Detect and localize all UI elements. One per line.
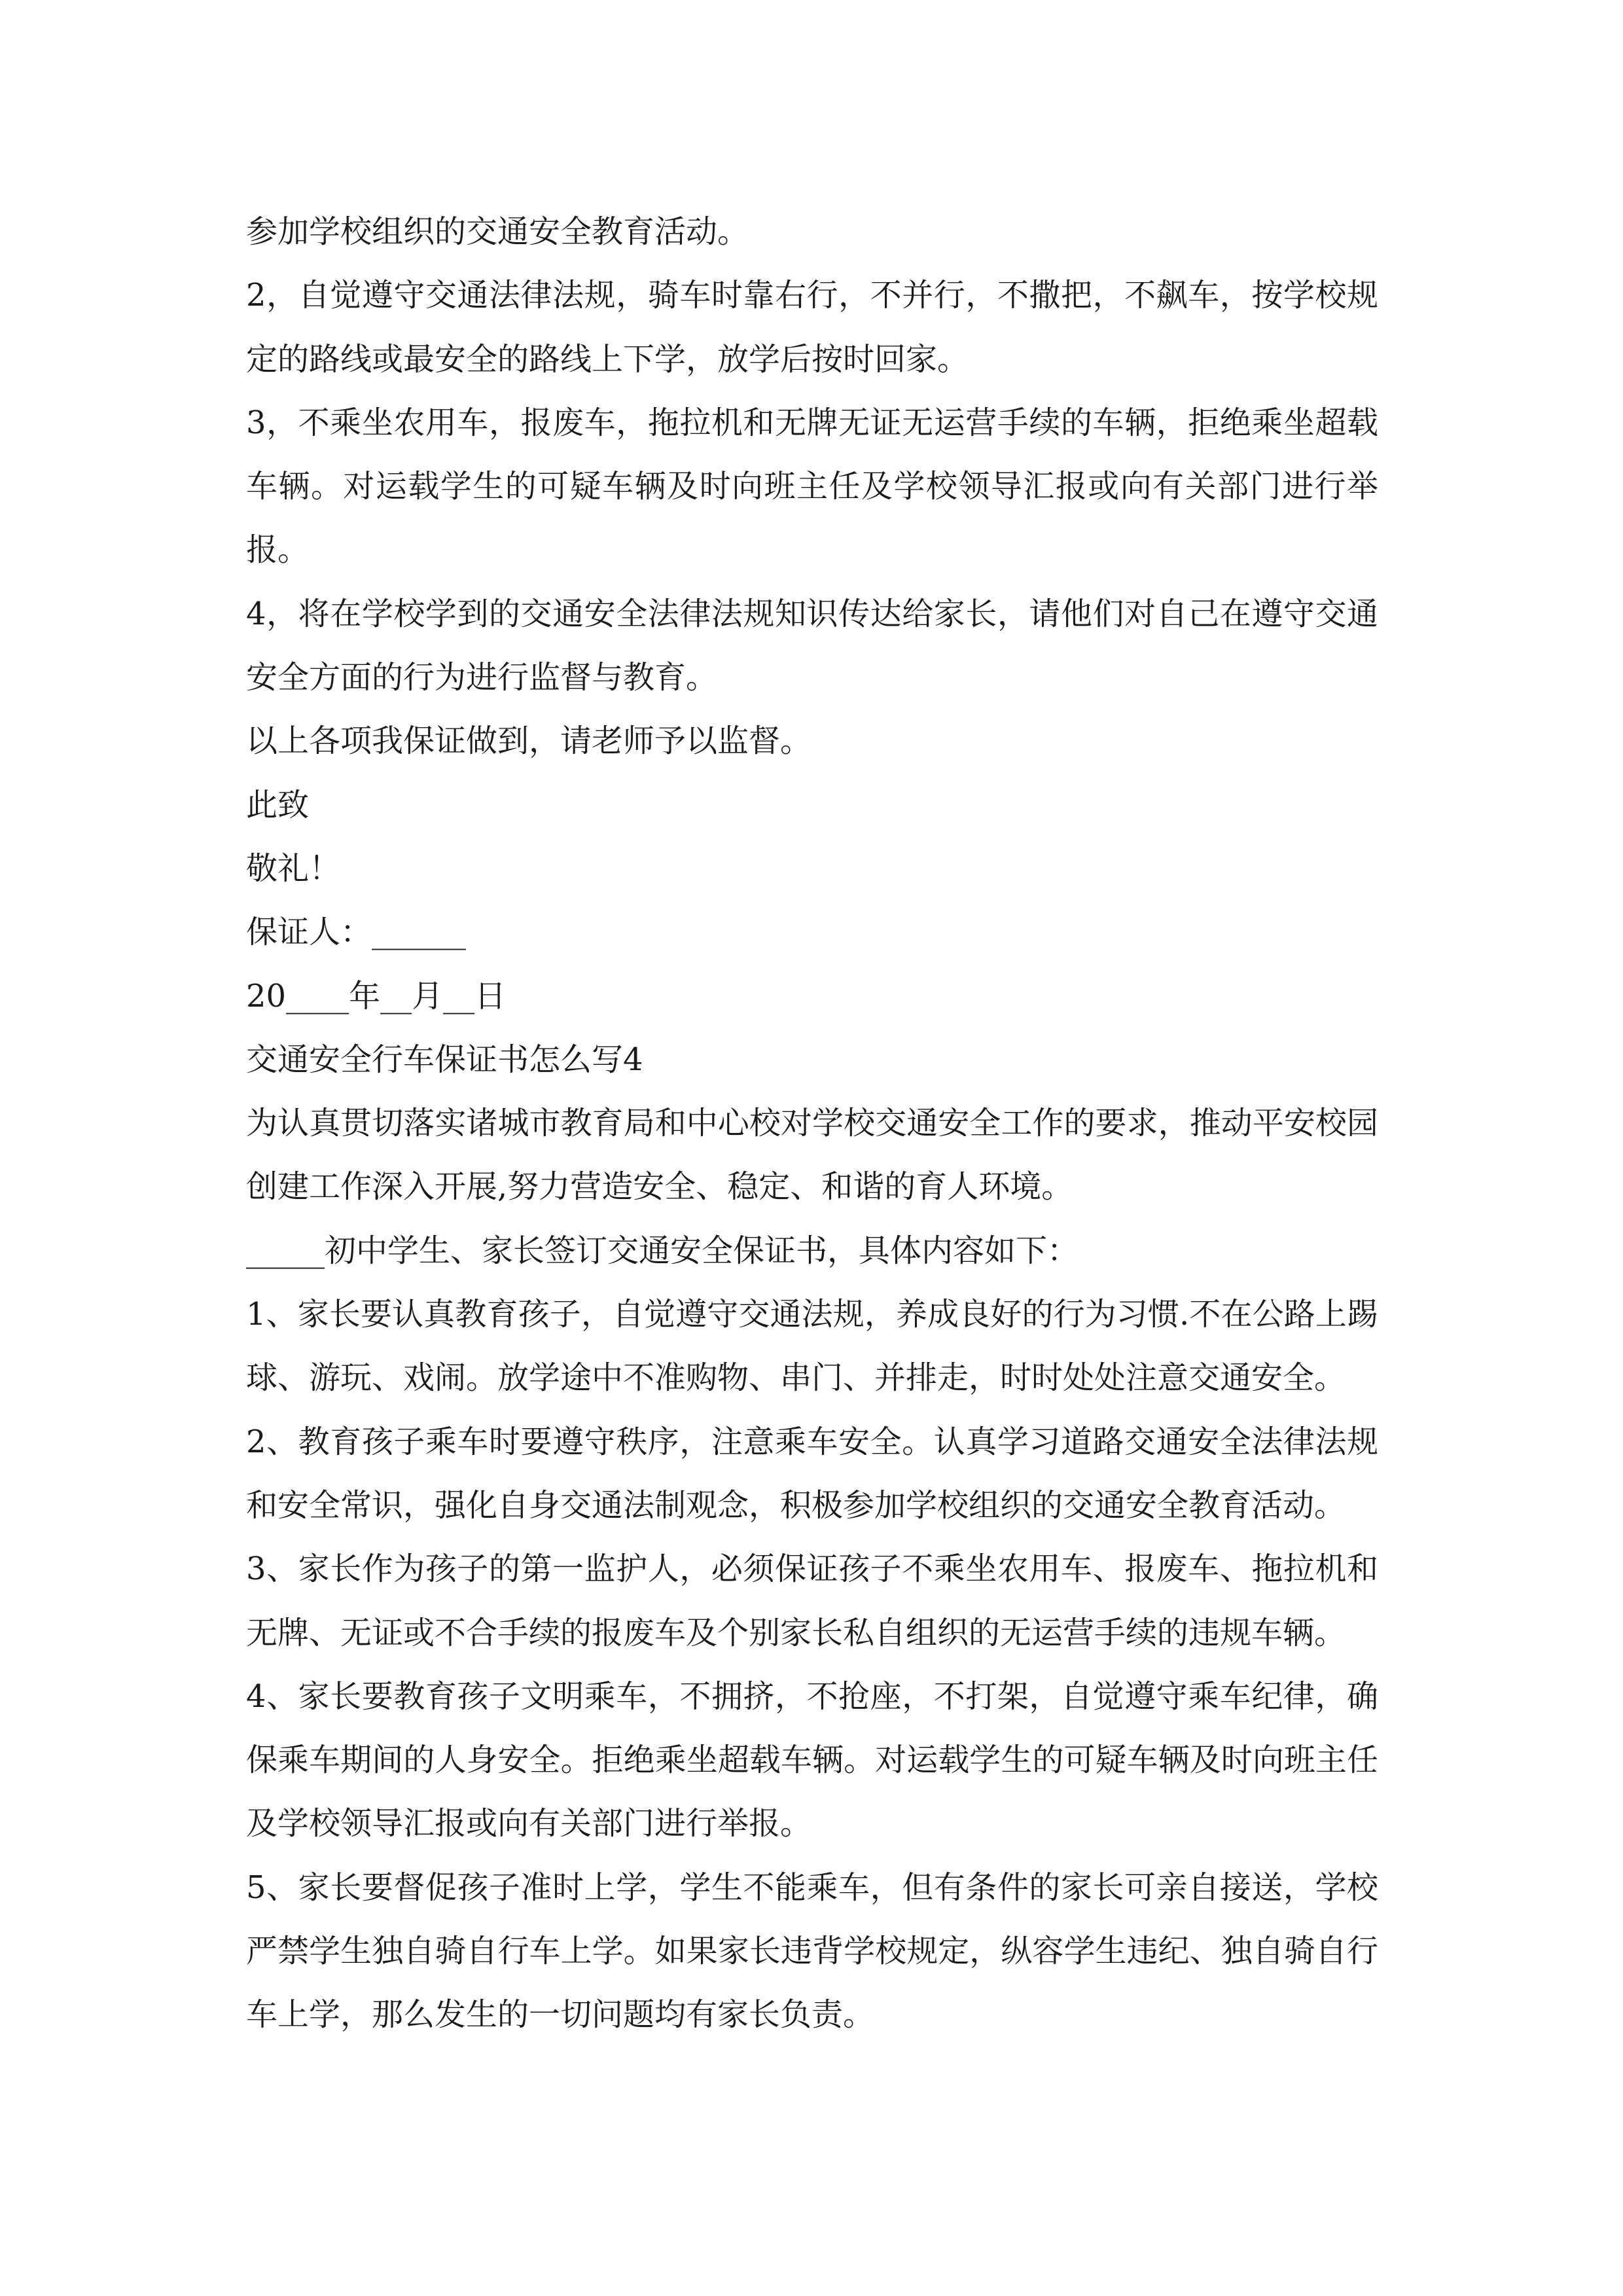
document-body (246, 200, 1378, 2047)
pledge-item-4: 4，将在学校学到的交通安全法律法规知识传达给家长，请他们对自己在遵守交通安全方面的行为进行监督与教育。 (246, 595, 1378, 696)
parent-item-1: 1、家长要认真教育孩子，自觉遵守交通法规，养成良好的行为习惯.不在公路上踢球、游玩、戏闹。放学途中不准购物、串门、并排走，时时处处注意交通安全。 (246, 1296, 1378, 1397)
pledge-item-3: 3，不乘坐农用车，报废车，拖拉机和无牌无证无运营手续的车辆，拒绝乘坐超载车辆。对运载学生的可疑车辆及时向班主任及学校领导汇报或向有关部门进行举报。 (246, 404, 1378, 569)
section-heading: 交通安全行车保证书怎么写4 (246, 1041, 643, 1078)
pledge-item-2: 2，自觉遵守交通法律法规，骑车时靠右行，不并行，不撒把，不飙车，按学校规定的路线或最安全的路线上下学，放学后按时回家。 (246, 277, 1378, 378)
date-line: 20____年__月__日 (246, 977, 507, 1014)
salutation-jing-li: 敬礼！ (246, 850, 341, 887)
parent-item-4: 4、家长要教育孩子文明乘车，不拥挤，不抢座，不打架，自觉遵守乘车纪律，确保乘车期间的人身安全。拒绝乘坐超载车辆。对运载学生的可疑车辆及时向班主任及学校领导汇报或向有关部门进行举报。 (246, 1677, 1378, 1842)
paragraph-continuation: 参加学校组织的交通安全教育活动。 (246, 213, 749, 250)
parent-item-5: 5、家长要督促孩子准时上学，学生不能乘车，但有条件的家长可亲自接送，学校严禁学生独自骑自行车上学。如果家长违背学校规定，纵容学生违纪、独自骑自行车上学，那么发生的一切问题均有家长负责。 (246, 1869, 1378, 2034)
parent-item-2: 2、教育孩子乘车时要遵守秩序，注意乘车安全。认真学习道路交通安全法律法规和安全常识，强化自身交通法制观念，积极参加学校组织的交通安全教育活动。 (246, 1423, 1378, 1524)
intro-paragraph: 为认真贯切落实诸城市教育局和中心校对学校交通安全工作的要求，推动平安校园创建工作深入开展,努力营造安全、稳定、和谐的育人环境。 (246, 1105, 1378, 1206)
guarantor-line: 保证人：______ (246, 914, 467, 951)
contract-intro: _____初中学生、家长签订交通安全保证书，具体内容如下： (246, 1232, 1079, 1269)
parent-item-3: 3、家长作为孩子的第一监护人，必须保证孩子不乘坐农用车、报废车、拖拉机和无牌、无证或不合手续的报废车及个别家长私自组织的无运营手续的违规车辆。 (246, 1551, 1378, 1651)
salutation-ci-zhi: 此致 (246, 786, 310, 823)
pledge-closing: 以上各项我保证做到，请老师予以监督。 (246, 723, 812, 760)
